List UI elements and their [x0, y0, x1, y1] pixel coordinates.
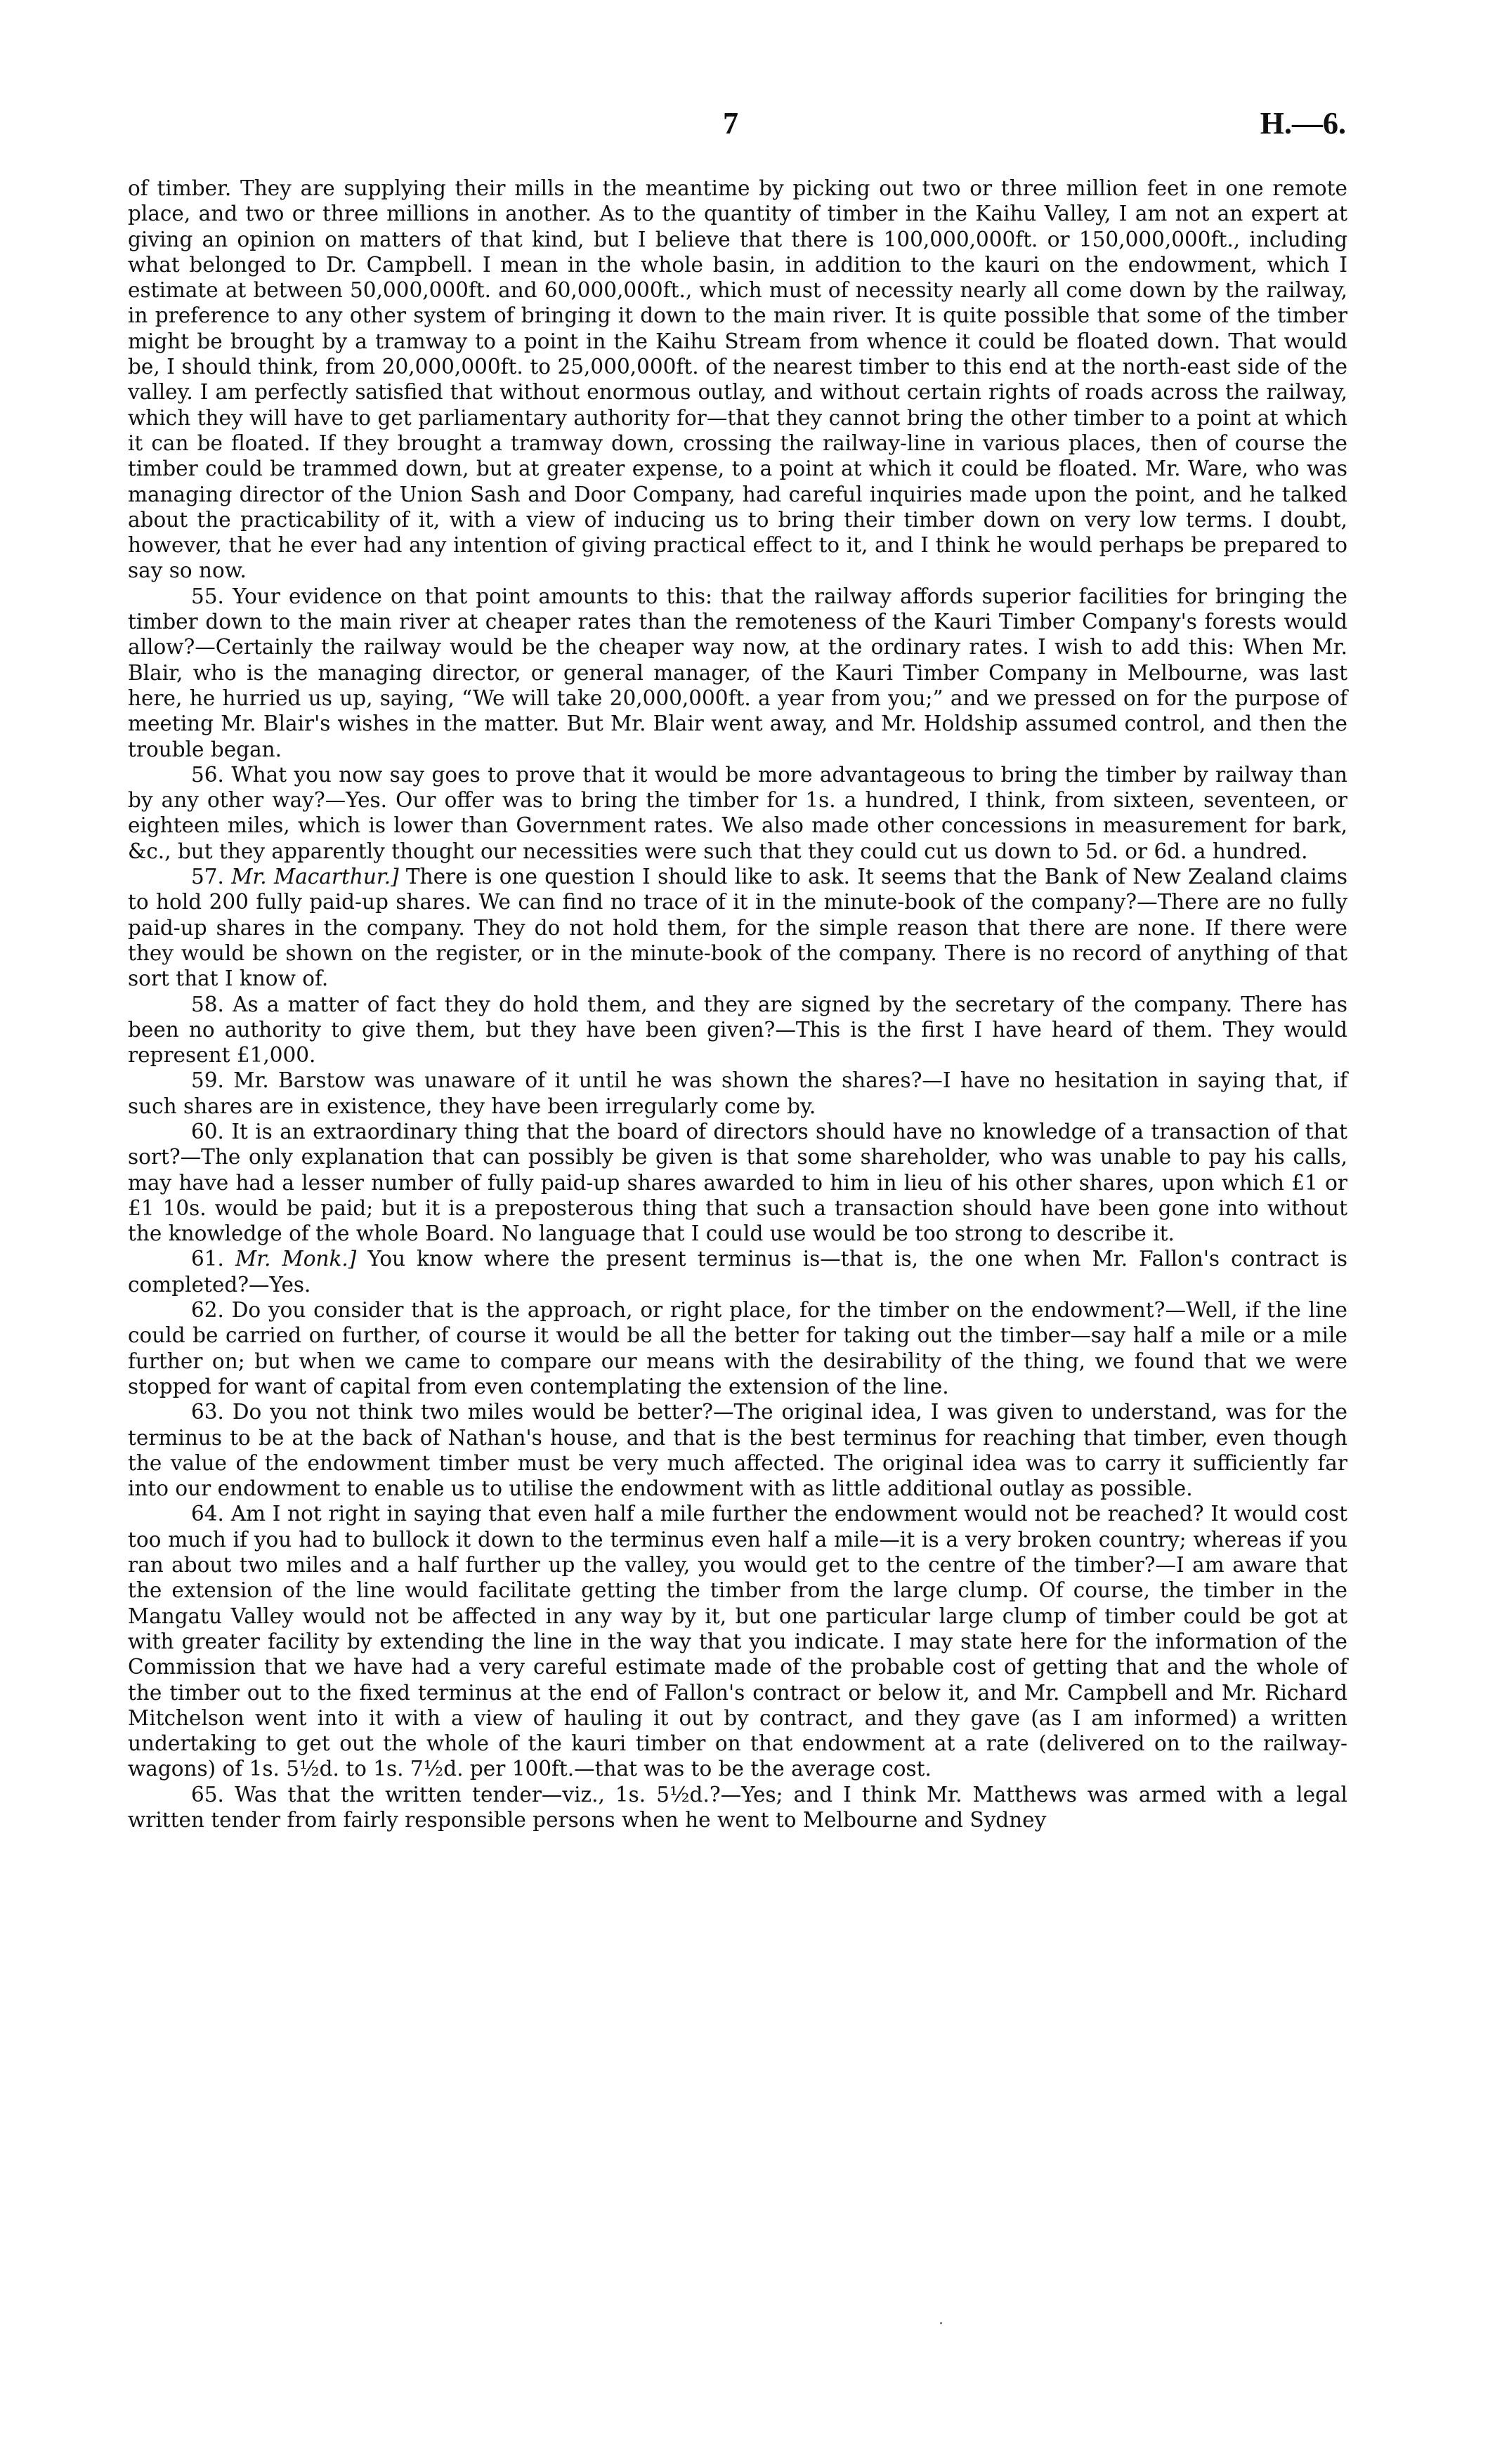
- speaker-name: Mr. Macarthur.]: [231, 865, 399, 889]
- question-text: Was that the written tender—viz., 1s. 5½d.?—Yes; and I think Mr. Matthews was armed with a legal written tender from fairly responsible persons when he went to Melbourne and Sydney: [128, 1782, 1347, 1832]
- question-text: Your evidence on that point amounts to this: that the railway affords superior facilities for bringing the timber down to the main river at cheaper rates than the remoteness of the Kauri Timber Company's forests would allow?—Certainly the railway would be the cheaper way now, at the ordinary rates. I wish to add this: When Mr. Blair, who is the managing director, or general manager, of the Kauri Timber Company in Melbourne, was last here, he hurried us up, saying, “We will take 20,000,000ft. a year from you;” and we pressed on for the purpose of meeting Mr. Blair's wishes in the matter. But Mr. Blair went away, and Mr. Holdship assumed control, and then the trouble began.: [128, 584, 1347, 761]
- question-number: 65.: [191, 1782, 224, 1807]
- question-number: 62.: [191, 1298, 224, 1323]
- question-56: [128, 762, 1347, 864]
- question-text: Do you consider that is the approach, or right place, for the timber on the endowment?—Well, if the line could be carried on further, of course it would be all the better for taking out the timber—say half a mile or a mile further on; but when we came to compare our means with the desirability of the thing, we found that we were stopped for want of capital from even contemplating the extension of the line.: [128, 1298, 1347, 1398]
- question-58: [128, 992, 1347, 1068]
- question-number: 55.: [191, 584, 224, 608]
- question-63: [128, 1399, 1347, 1501]
- opening-paragraph: of timber. They are supplying their mills in the meantime by picking out two or three million feet in one remote place, and two or three millions in another. As to the quantity of timber in the Kaihu Valley, I am not an expert at giving an opinion on matters of that kind, but I believe that there is 100,000,000ft. or 150,000,000ft., including what belonged to Dr. Campbell. I mean in the whole basin, in addition to the kauri on the endowment, which I estimate at between 50,000,000ft. and 60,000,000ft., which must of necessity nearly all come down by the railway, in preference to any other system of bringing it down to the main river. It is quite possible that some of the timber might be brought by a tramway to a point in the Kaihu Stream from whence it could be floated down. That would be, I should think, from 20,000,000ft. to 25,000,000ft. of the nearest timber to this end at the north-east side of the valley. I am perfectly satisfied that without enormous outlay, and without certain rights of roads across the railway, which they will have to get parliamentary authority for—that they cannot bring the other timber to a point at which it can be floated. If they brought a tramway down, crossing the railway-line in various places, then of course the timber could be trammed down, but at greater expense, to a point at which it could be floated. Mr. Ware, who was managing director of the Union Sash and Door Company, had careful inquiries made upon the point, and he talked about the practicability of it, with a view of inducing us to bring their timber down on very low terms. I doubt, however, that he ever had any intention of giving practical effect to it, and I think he would perhaps be prepared to say so now.: [128, 176, 1347, 583]
- question-number: 56.: [191, 762, 224, 787]
- question-text: You know where the present terminus is—that is, the one when Mr. Fallon's contract is completed?—Yes.: [128, 1247, 1347, 1297]
- question-64: [128, 1501, 1347, 1781]
- document-reference: H.—6.: [1260, 106, 1346, 140]
- question-55: [128, 584, 1347, 762]
- question-number: 64.: [191, 1502, 224, 1526]
- question-number: 59.: [191, 1068, 224, 1093]
- question-text: Do you not think two miles would be better?—The original idea, I was given to understand, was for the terminus to be at the back of Nathan's house, and that is the best terminus for reaching that timber, even though the value of the endowment timber must be very much affected. The original idea was to carry it sufficiently far into our endowment to enable us to utilise the endowment with as little additional outlay as possible.: [128, 1400, 1347, 1501]
- question-65: [128, 1782, 1347, 1833]
- question-number: 63.: [191, 1400, 224, 1424]
- page-header: [0, 105, 1502, 155]
- question-number: 60.: [191, 1119, 224, 1143]
- scan-speck: [940, 2322, 942, 2324]
- question-62: [128, 1297, 1347, 1399]
- question-text: What you now say goes to prove that it would be more advantageous to bring the timber by railway than by any other way?—Yes. Our offer was to bring the timber for 1s. a hundred, I think, from sixteen, seventeen, or eighteen miles, which is lower than Government rates. We also made other concessions in measurement for bark, &c., but they apparently thought our necessities were such that they could cut us down to 5d. or 6d. a hundred.: [128, 762, 1347, 863]
- question-number: 61.: [191, 1247, 224, 1271]
- speaker-name: Mr. Monk.]: [235, 1247, 357, 1271]
- question-text: Am I not right in saying that even half a mile further the endowment would not be reached? It would cost too much if you had to bullock it down to the terminus even half a mile—it is a very broken country; whereas if you ran about two miles and a half further up the valley, you would get to the centre of the timber?—I am aware that the extension of the line would facilitate getting the timber from the large clump. Of course, the timber in the Mangatu Valley would not be affected in any way by it, but one particular large clump of timber could be got at with greater facility by extending the line in the way that you indicate. I may state here for the information of the Commission that we have had a very careful estimate made of the probable cost of getting that and the whole of the timber out to the fixed terminus at the end of Fallon's contract or below it, and Mr. Campbell and Mr. Richard Mitchelson went into it with a view of hauling it out by contract, and they gave (as I am informed) a written undertaking to get out the whole of the kauri timber on that endowment at a rate (delivered on to the railway-wagons) of 1s. 5½d. to 1s. 7½d. per 100ft.—that was to be the average cost.: [128, 1502, 1347, 1781]
- question-text: There is one question I should like to ask. It seems that the Bank of New Zealand claims to hold 200 fully paid-up shares. We can find no trace of it in the minute-book of the company?—There are no fully paid-up shares in the company. They do not hold them, for the simple reason that there are none. If there were they would be shown on the register, or in the minute-book of the company. There is no record of anything of that sort that I know of.: [128, 865, 1347, 991]
- question-text: As a matter of fact they do hold them, and they are signed by the secretary of the company. There has been no authority to give them, but they have been given?—This is the first I have heard of them. They would represent £1,000.: [128, 992, 1347, 1068]
- question-text: It is an extraordinary thing that the board of directors should have no knowledge of a transaction of that sort?—The only explanation that can possibly be given is that some shareholder, who was unable to pay his calls, may have had a lesser number of fully paid-up shares awarded to him in lieu of his other shares, upon which £1 or £1 10s. would be paid; but it is a preposterous thing that such a transaction should have been gone into without the knowledge of the whole Board. No language that I could use would be too strong to describe it.: [128, 1119, 1347, 1246]
- question-61: [128, 1246, 1347, 1297]
- question-number: 57.: [191, 865, 224, 889]
- question-60: [128, 1119, 1347, 1246]
- question-59: [128, 1068, 1347, 1119]
- question-number: 58.: [191, 992, 224, 1016]
- question-57: [128, 864, 1347, 991]
- question-text: Mr. Barstow was unaware of it until he was shown the shares?—I have no hesitation in saying that, if such shares are in existence, they have been irregularly come by.: [128, 1068, 1347, 1118]
- page-number: 7: [723, 106, 738, 140]
- evidence-transcript: [128, 176, 1347, 1833]
